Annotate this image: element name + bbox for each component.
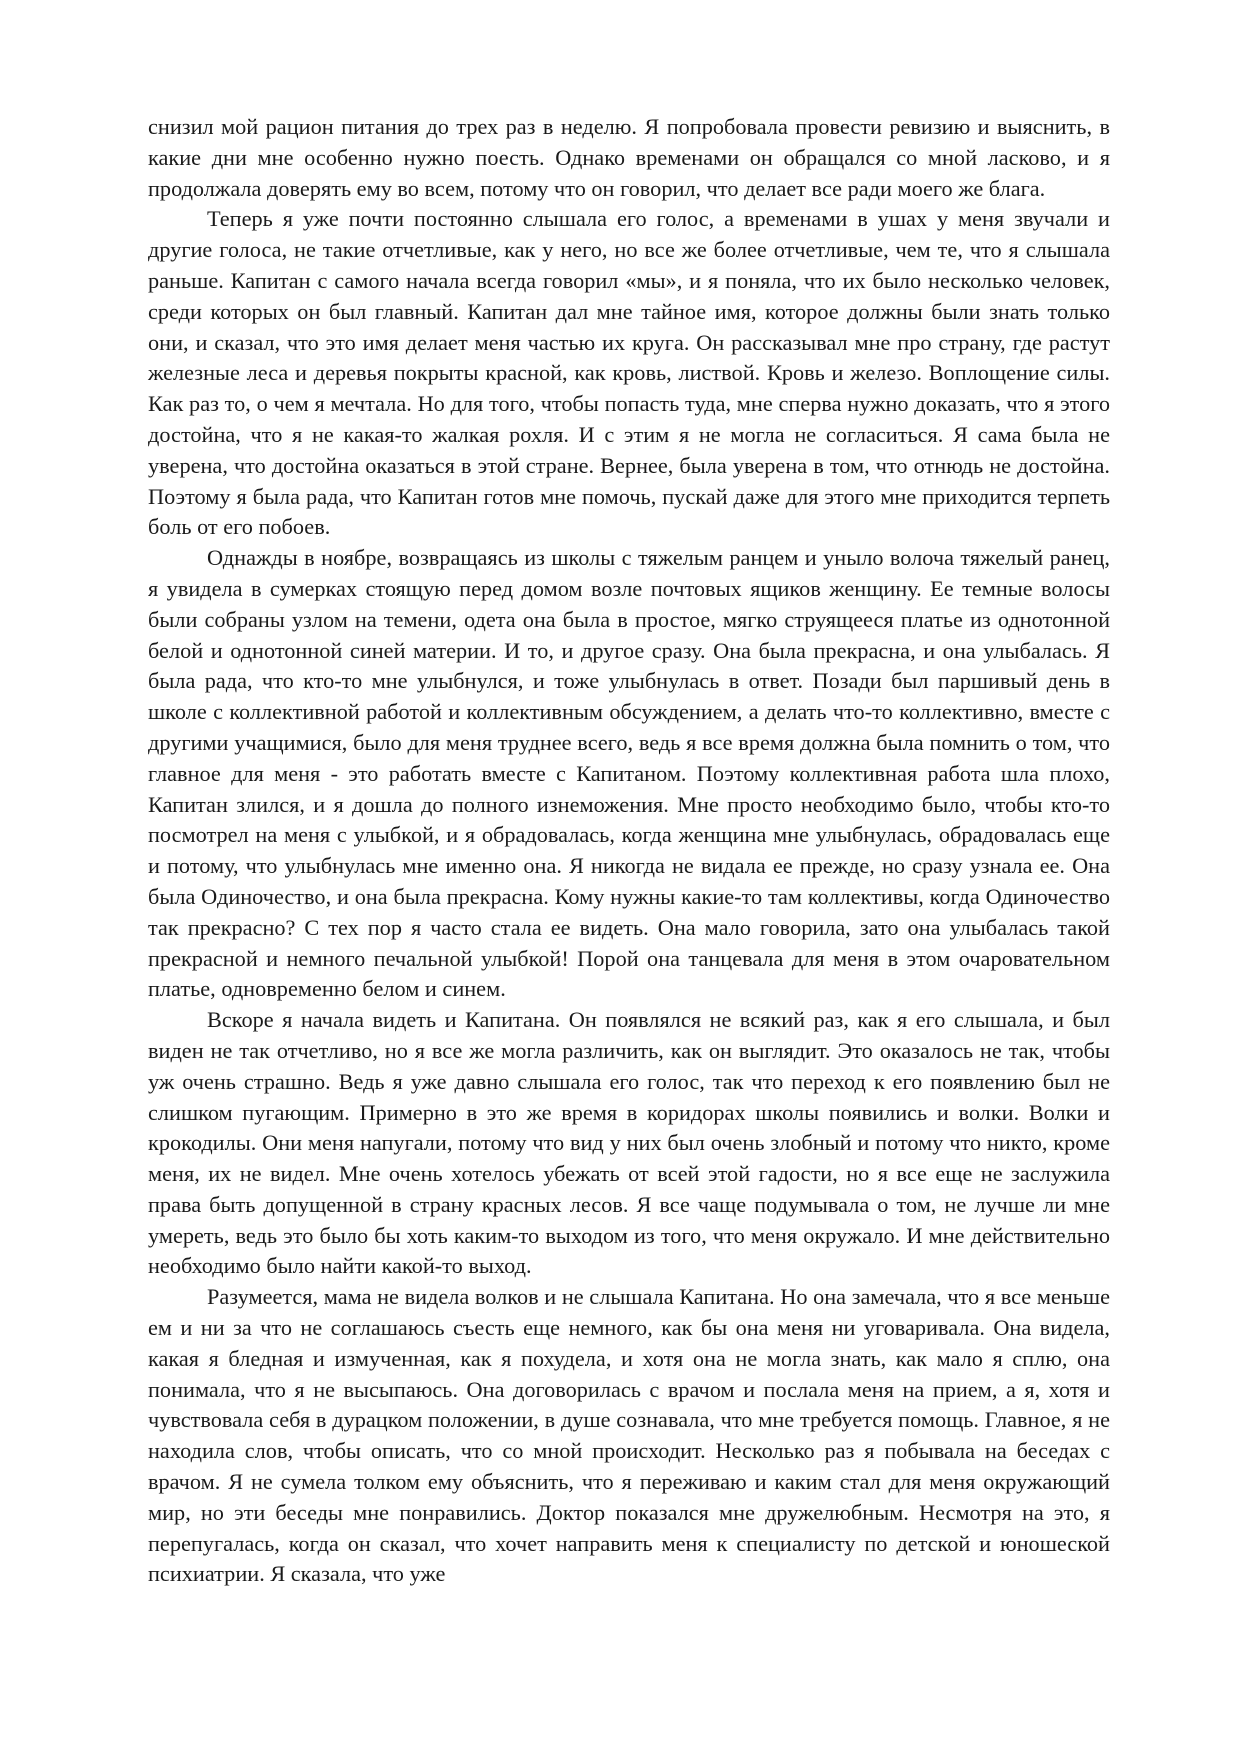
document-page [148, 112, 1110, 1590]
paragraph-5: Разумеется, мама не видела волков и не слышала Капитана. Но она замечала, что я все меньше ем и ни за что не соглашаюсь съесть еще немного, как бы она меня ни уговаривала. Она видела, какая я бледная и измученная, как я похудела, и хотя она не могла знать, как мало я сплю, она понимала, что я не высыпаюсь. Она договорилась с врачом и послала меня на прием, а я, хотя и чувствовала себя в дурацком положении, в душе сознавала, что мне требуется помощь. Главное, я не находила слов, чтобы описать, что со мной происходит. Несколько раз я побывала на беседах с врачом. Я не сумела толком ему объяснить, что я переживаю и каким стал для меня окружающий мир, но эти беседы мне понравились. Доктор показался мне дружелюбным. Несмотря на это, я перепугалась, когда он сказал, что хочет направить меня к специалисту по детской и юношеской психиатрии. Я сказала, что уже [148, 1284, 1110, 1587]
paragraph-4: Вскоре я начала видеть и Капитана. Он появлялся не всякий раз, как я его слышала, и был виден не так отчетливо, но я все же могла различить, как он выглядит. Это оказалось не так, чтобы уж очень страшно. Ведь я уже давно слышала его голос, так что переход к его появлению был не слишком пугающим. Примерно в это же время в коридорах школы появились и волки. Волки и крокодилы. Они меня напугали, потому что вид у них был очень злобный и потому что никто, кроме меня, их не видел. Мне очень хотелось убежать от всей этой гадости, но я все еще не заслужила права быть допущенной в страну красных лесов. Я все чаще подумывала о том, не лучше ли мне умереть, ведь это было бы хоть каким-то выходом из того, что меня окружало. И мне действительно необходимо было найти какой-то выход. [148, 1007, 1110, 1279]
paragraph-1: снизил мой рацион питания до трех раз в неделю. Я попробовала провести ревизию и выяснить, в какие дни мне особенно нужно поесть. Однако временами он обращался со мной ласково, и я продолжала доверять ему во всем, потому что он говорил, что делает все ради моего же блага. [148, 114, 1110, 201]
paragraph-3: Однажды в ноябре, возвращаясь из школы с тяжелым ранцем и уныло волоча тяжелый ранец, я увидела в сумерках стоящую перед домом возле почтовых ящиков женщину. Ее темные волосы были собраны узлом на темени, одета она была в простое, мягко струящееся платье из однотонной белой и однотонной синей материи. И то, и другое сразу. Она была прекрасна, и она улыбалась. Я была рада, что кто-то мне улыбнулся, и тоже улыбнулась в ответ. Позади был паршивый день в школе с коллективной работой и коллективным обсуждением, а делать что-то коллективно, вместе с другими учащимися, было для меня труднее всего, ведь я все время должна была помнить о том, что главное для меня - это работать вместе с Капитаном. Поэтому коллективная работа шла плохо, Капитан злился, и я дошла до полного изнеможения. Мне просто необходимо было, чтобы кто-то посмотрел на меня с улыбкой, и я обрадовалась, когда женщина мне улыбнулась, обрадовалась еще и потому, что улыбнулась мне именно она. Я никогда не видала ее прежде, но сразу узнала ее. Она была Одиночество, и она была прекрасна. Кому нужны какие-то там коллективы, когда Одиночество так прекрасно? С тех пор я часто стала ее видеть. Она мало говорила, зато она улыбалась такой прекрасной и немного печальной улыбкой! Порой она танцевала для меня в этом очаровательном платье, одновременно белом и синем. [148, 545, 1110, 1002]
paragraph-2: Теперь я уже почти постоянно слышала его голос, а временами в ушах у меня звучали и другие голоса, не такие отчетливые, как у него, но все же более отчетливые, чем те, что я слышала раньше. Капитан с самого начала всегда говорил «мы», и я поняла, что их было несколько человек, среди которых он был главный. Капитан дал мне тайное имя, которое должны были знать только они, и сказал, что это имя делает меня частью их круга. Он рассказывал мне про страну, где растут железные леса и деревья покрыты красной, как кровь, листвой. Кровь и железо. Воплощение силы. Как раз то, о чем я мечтала. Но для того, чтобы попасть туда, мне сперва нужно доказать, что я этого достойна, что я не какая-то жалкая рохля. И с этим я не могла не согласиться. Я сама была не уверена, что достойна оказаться в этой стране. Вернее, была уверена в том, что отнюдь не достойна. Поэтому я была рада, что Капитан готов мне помочь, пускай даже для этого мне приходится терпеть боль от его побоев. [148, 206, 1110, 540]
